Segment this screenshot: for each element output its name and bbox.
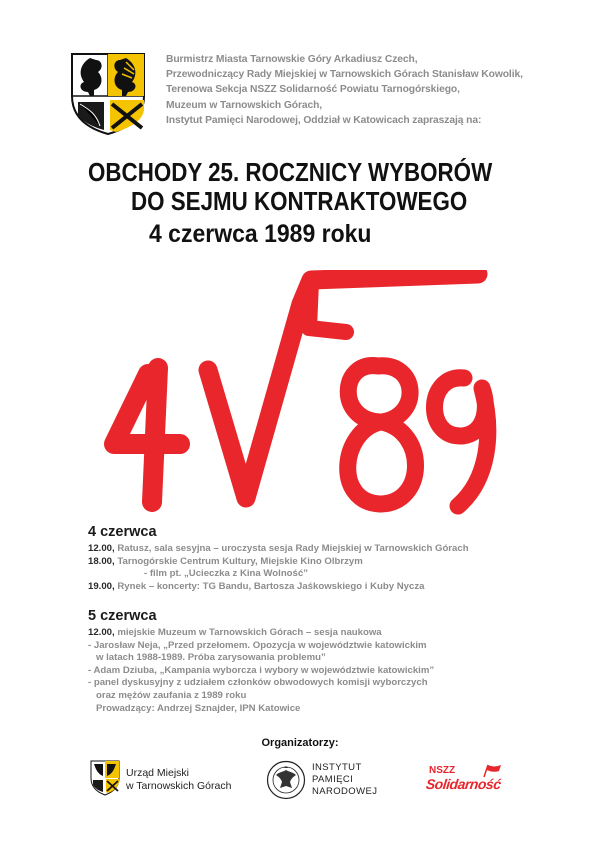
urzad-line-2: w Tarnowskich Górach bbox=[126, 780, 232, 792]
4v89-emblem bbox=[96, 270, 506, 516]
ipn-logo bbox=[266, 760, 376, 804]
event-line: Prowadzący: Andrzej Sznajder, IPN Katowice bbox=[96, 702, 301, 714]
program-day-1 bbox=[88, 523, 548, 593]
ipn-line-3: NARODOWEJ bbox=[312, 786, 378, 797]
day-heading: 4 czerwca bbox=[88, 524, 157, 540]
event-line: w latach 1988-1989. Próba zarysowania problemu” bbox=[96, 652, 326, 664]
coat-of-arms-small-icon bbox=[90, 760, 120, 796]
title-line-2: DO SEJMU KONTRAKTOWEGO bbox=[131, 186, 468, 216]
event-line: oraz mężów zaufania z 1989 roku bbox=[96, 689, 247, 701]
invitation-line: Instytut Pamięci Narodowej, Oddział w Katowicach zapraszają na: bbox=[166, 114, 482, 126]
invitation-line: Przewodniczący Rady Miejskiej w Tarnowskich Górach Stanisław Kowolik, bbox=[166, 69, 523, 81]
event-text: Tarnogórskie Centrum Kultury, Miejskie Kino Olbrzym bbox=[114, 555, 363, 567]
event-line: - Adam Dziuba, „Kampania wyborcza i wybory w województwie katowickim” bbox=[88, 664, 435, 676]
event-text: Ratusz, sala sesyjna – uroczysta sesja Rady Miejskiej w Tarnowskich Górach bbox=[114, 543, 469, 554]
title-line-1: OBCHODY 25. ROCZNICY WYBORÓW bbox=[88, 157, 493, 187]
event-line bbox=[88, 568, 548, 581]
event-time: 12.00, bbox=[88, 627, 115, 638]
organizers-heading: Organizatorzy: bbox=[261, 737, 339, 749]
event-line: - panel dyskusyjny z udziałem członków obwodowych komisji wyborczych bbox=[88, 677, 428, 689]
solidarnosc-wordmark: Solidarność bbox=[425, 776, 502, 792]
flag-icon bbox=[482, 764, 504, 778]
event-time: 18.00, bbox=[88, 555, 115, 567]
urzad-line-1: Urząd Miejski bbox=[126, 767, 190, 779]
event-line bbox=[88, 543, 548, 556]
event-text: - film pt. „Ucieczka z Kina Wolność” bbox=[144, 568, 309, 580]
ipn-line-2: PAMIĘCI bbox=[312, 774, 354, 785]
ipn-eagle-seal-icon bbox=[266, 760, 306, 800]
invitation-text bbox=[166, 52, 586, 128]
event-text: miejskie Muzeum w Tarnowskich Górach – sesja naukowa bbox=[114, 627, 382, 638]
invitation-line: Muzeum w Tarnowskich Górach, bbox=[166, 99, 323, 111]
tarnowskie-gory-coat-of-arms bbox=[70, 52, 146, 136]
ipn-line-1: INSTYTUT bbox=[312, 762, 362, 773]
urzad-miejski-logo bbox=[90, 760, 250, 800]
nszz-label: NSZZ bbox=[429, 765, 456, 776]
event-line bbox=[88, 627, 548, 640]
title-date: 4 czerwca 1989 roku bbox=[149, 220, 372, 248]
urzad-miejski-name bbox=[126, 767, 231, 793]
program-day-2 bbox=[88, 607, 548, 715]
ipn-name bbox=[312, 762, 377, 798]
event-line bbox=[88, 556, 548, 569]
event-line: - Jarosław Neja, „Przed przełomem. Opozycja w województwie katowickim bbox=[88, 639, 427, 651]
invitation-line: Terenowa Sekcja NSZZ Solidarność Powiatu Tarnogórskiego, bbox=[166, 84, 460, 96]
event-time: 19.00, bbox=[88, 580, 115, 592]
event-time: 12.00, bbox=[88, 543, 115, 554]
event-line bbox=[88, 581, 548, 594]
invitation-line: Burmistrz Miasta Tarnowskie Góry Arkadiusz Czech, bbox=[166, 54, 418, 65]
event-text: Rynek – koncerty: TG Bandu, Bartosza Jaśkowskiego i Kuby Nycza bbox=[114, 580, 425, 592]
day-heading: 5 czerwca bbox=[88, 608, 157, 624]
nszz-solidarnosc-logo bbox=[418, 764, 528, 798]
